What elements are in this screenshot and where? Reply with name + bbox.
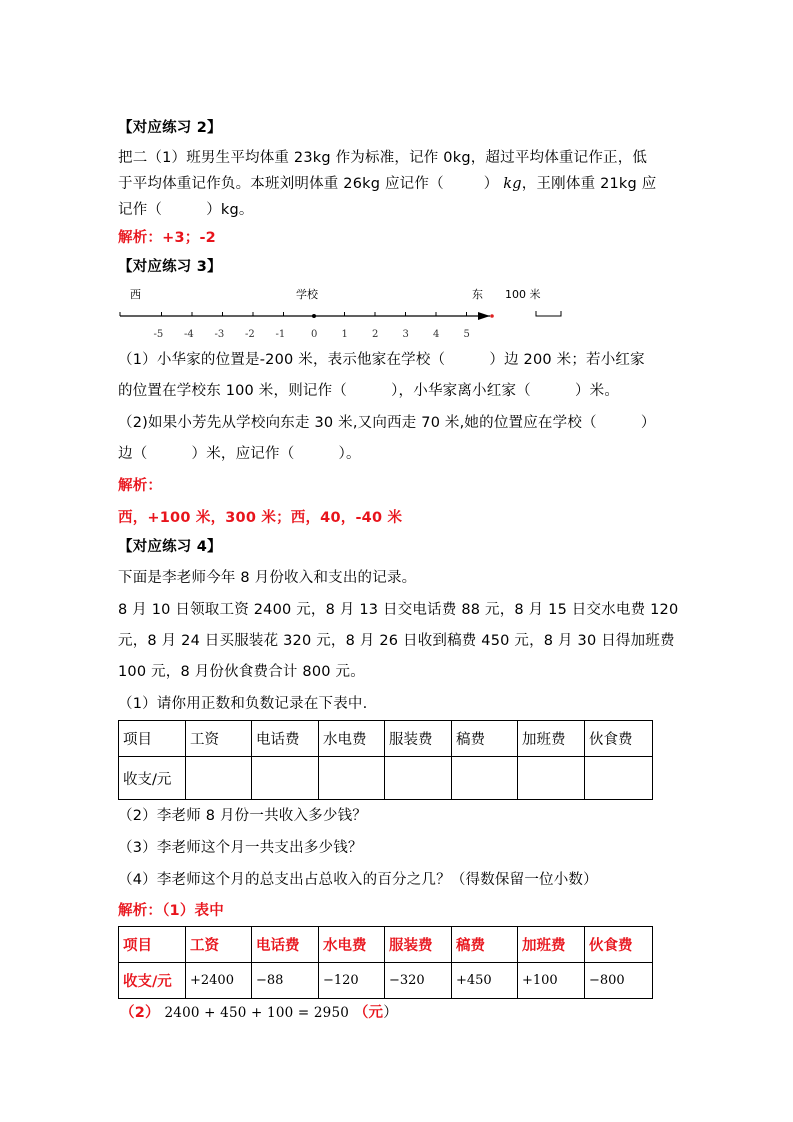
exercise3-answer-label: 解析： xyxy=(118,478,163,494)
tick-label: 4 xyxy=(433,329,440,340)
answer2-expression: 2400 + 450 + 100 = 2950 xyxy=(164,1005,350,1021)
school-label: 学校 xyxy=(296,288,318,301)
header-cell: 水电费 xyxy=(319,927,385,963)
record-table-blank xyxy=(118,720,653,800)
scale-bar xyxy=(536,311,561,316)
header-cell: 服装费 xyxy=(385,721,452,757)
exercise2-question-line3: 记作（ ）kg。 xyxy=(118,202,254,218)
exercise4-record-line2: 元，8 月 24 日买服装花 320 元，8 月 26 日收到稿费 450 元，8 月 30 日得加班费 xyxy=(118,633,675,649)
value-cell: −800 xyxy=(585,963,653,999)
number-line-diagram xyxy=(118,283,568,345)
table-row xyxy=(119,963,653,999)
exercise3-q1-line1: （1）小华家的位置是-200 米，表示他家在学校（ ）边 200 米；若小红家 xyxy=(118,352,645,368)
tick-label: 3 xyxy=(402,329,409,340)
empty-cell xyxy=(385,757,452,800)
header-cell: 工资 xyxy=(186,721,252,757)
header-cell: 稿费 xyxy=(452,721,518,757)
tick-label: 0 xyxy=(311,329,318,340)
exercise4-q4: （4）李老师这个月的总支出占总收入的百分之几？（得数保留一位小数） xyxy=(118,872,598,888)
empty-cell xyxy=(585,757,653,800)
east-label: 东 xyxy=(472,288,483,301)
exercise3-answer: 西，+100 米，300 米；西，40，-40 米 xyxy=(118,510,403,526)
exercise4-record-line1: 8 月 10 日领取工资 2400 元，8 月 13 日交电话费 88 元，8 月 15 日交水电费 120 xyxy=(118,602,679,618)
tick-label: -3 xyxy=(214,329,225,340)
answer2-label: （2） xyxy=(120,1005,160,1021)
table-header-row xyxy=(119,721,653,757)
exercise4-q3: （3）李老师这个月一共支出多少钱？ xyxy=(118,840,363,856)
value-cell: −120 xyxy=(319,963,385,999)
tick-label: 1 xyxy=(341,329,348,340)
exercise2-question-line2-c: ，王刚体重 21kg 应 xyxy=(521,176,657,192)
tick-label: -1 xyxy=(275,329,286,340)
header-cell: 伙食费 xyxy=(585,721,653,757)
tick-label: 2 xyxy=(372,329,379,340)
header-cell: 服装费 xyxy=(385,927,452,963)
exercise3-q1-line2: 的位置在学校东 100 米，则记作（ ），小华家离小红家（ ）米。 xyxy=(118,383,620,399)
exercise2-answer: 解析：+3；-2 xyxy=(118,230,216,246)
exercise4-answer-label: 解析：（1）表中 xyxy=(118,903,224,919)
empty-cell xyxy=(452,757,518,800)
tick-label: -5 xyxy=(153,329,164,340)
header-cell: 项目 xyxy=(119,721,186,757)
exercise4-record-line3: 100 元，8 月份伙食费合计 800 元。 xyxy=(118,664,365,680)
exercise4-q1: （1）请你用正数和负数记录在下表中. xyxy=(118,696,368,712)
tick-label: 5 xyxy=(463,329,470,340)
exercise2-question-line2 xyxy=(118,174,656,194)
exercise3-heading: 【对应练习 3】 xyxy=(118,259,222,275)
close-paren: ） xyxy=(483,176,499,192)
scale-label: 100 米 xyxy=(505,288,541,301)
exercise4-intro: 下面是李老师今年 8 月份收入和支出的记录。 xyxy=(118,570,417,586)
exercise2-question-line1: 把二（1）班男生平均体重 23kg 作为标准，记作 0kg，超过平均体重记作正，低 xyxy=(118,150,648,166)
tick-label: -4 xyxy=(184,329,194,340)
value-cell: +450 xyxy=(452,963,518,999)
exercise3-q2-line1: （2)如果小芳先从学校向东走 30 米,又向西走 70 米,她的位置应在学校（ ） xyxy=(118,415,656,431)
answer2-unit-close: ） xyxy=(383,1005,398,1021)
header-cell: 电话费 xyxy=(252,721,319,757)
header-cell: 水电费 xyxy=(319,721,385,757)
arrow-head-icon xyxy=(478,312,490,320)
exercise2-heading: 【对应练习 2】 xyxy=(118,120,222,136)
kg-unit: kg xyxy=(503,176,522,192)
header-cell: 稿费 xyxy=(452,927,518,963)
header-cell: 加班费 xyxy=(518,721,585,757)
exercise4-answer2 xyxy=(120,1003,398,1023)
answer2-unit: （元 xyxy=(353,1005,384,1021)
exercise4-heading: 【对应练习 4】 xyxy=(118,539,222,555)
tick-label: -2 xyxy=(245,329,255,340)
exercise4-q2: （2）李老师 8 月份一共收入多少钱？ xyxy=(118,808,367,824)
value-cell: +100 xyxy=(518,963,585,999)
table-row xyxy=(119,757,653,800)
header-cell: 电话费 xyxy=(252,927,319,963)
exercise2-question-line2-a: 于平均体重记作负。本班刘明体重 26kg 应记作（ xyxy=(118,176,444,192)
header-cell: 加班费 xyxy=(518,927,585,963)
value-cell: +2400 xyxy=(186,963,252,999)
row-label: 收支/元 xyxy=(119,757,186,800)
west-label: 西 xyxy=(130,288,141,301)
table-header-row xyxy=(119,927,653,963)
arrow-tip-dot xyxy=(490,314,494,318)
record-table-answer xyxy=(118,926,653,999)
row-label: 收支/元 xyxy=(119,963,186,999)
header-cell: 工资 xyxy=(186,927,252,963)
header-cell: 项目 xyxy=(119,927,186,963)
origin-point xyxy=(312,314,316,318)
empty-cell xyxy=(319,757,385,800)
header-cell: 伙食费 xyxy=(585,927,653,963)
value-cell: −320 xyxy=(385,963,452,999)
empty-cell xyxy=(252,757,319,800)
value-cell: −88 xyxy=(252,963,319,999)
empty-cell xyxy=(518,757,585,800)
empty-cell xyxy=(186,757,252,800)
exercise3-q2-line2: 边（ ）米，应记作（ ）。 xyxy=(118,446,361,462)
